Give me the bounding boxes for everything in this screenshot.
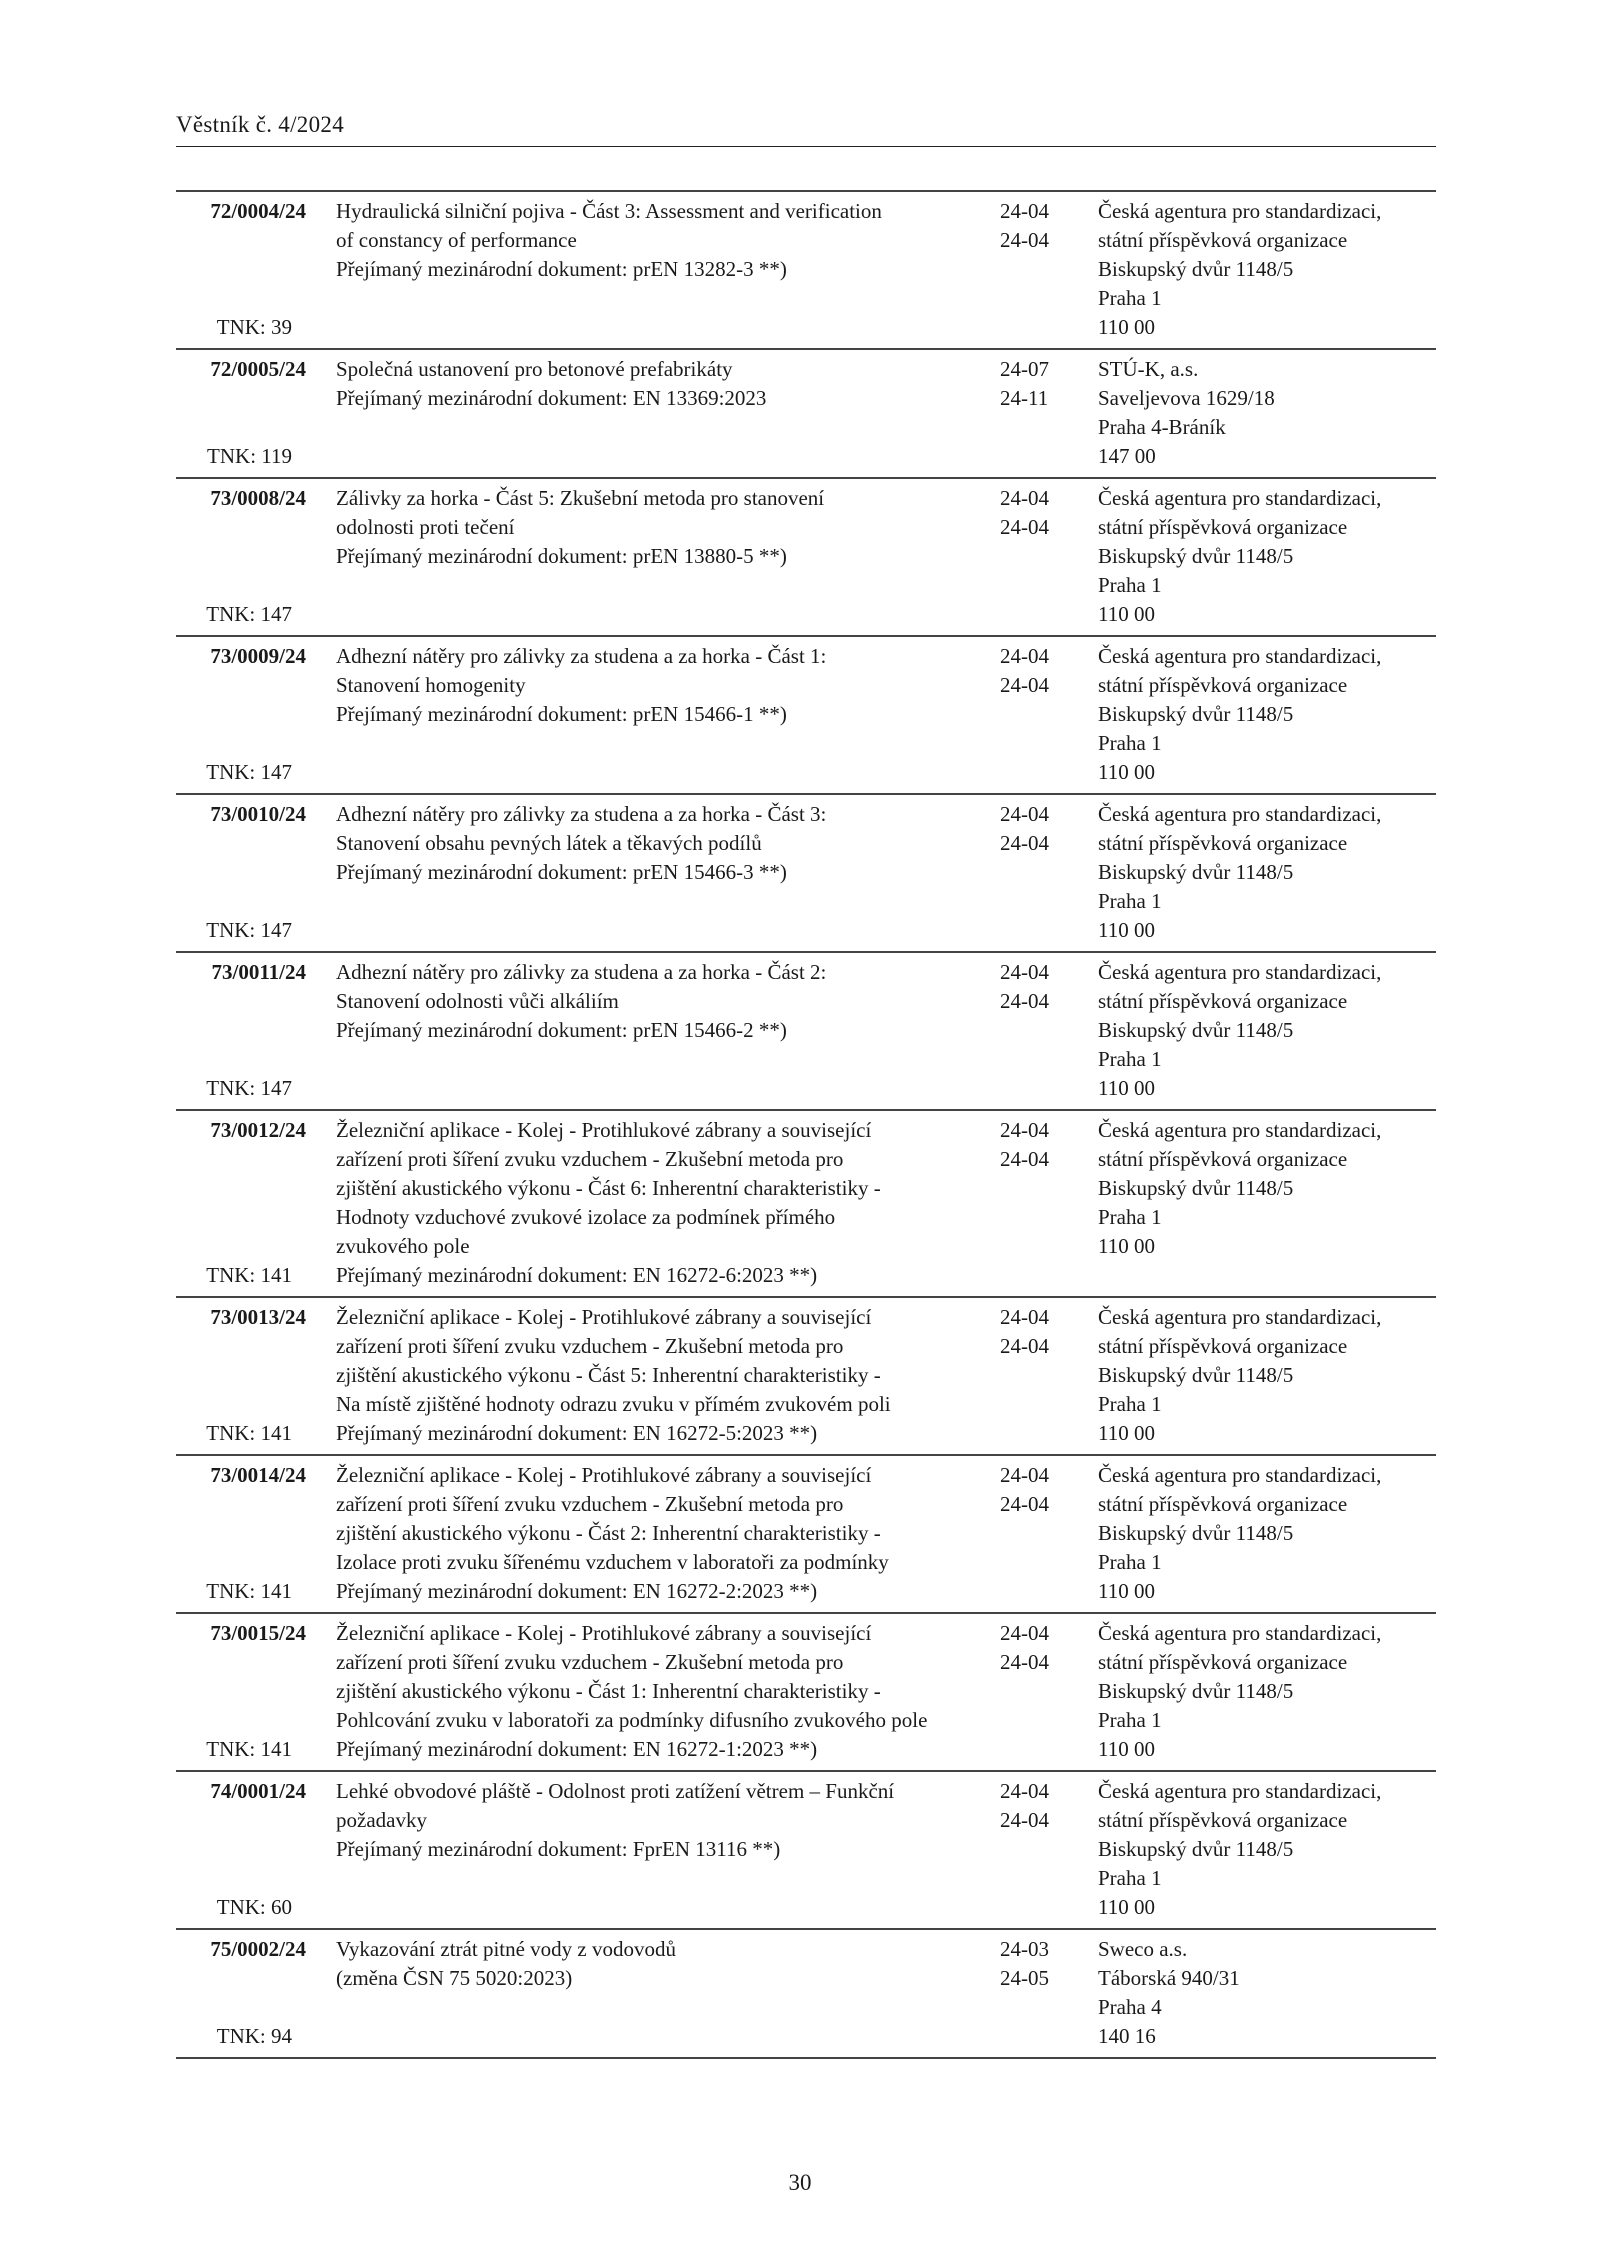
entry-organization-line: Saveljevova 1629/18 bbox=[1098, 386, 1275, 410]
entry-organization-line: Česká agentura pro standardizaci, bbox=[1098, 1118, 1382, 1142]
entry-organization-line: Praha 4 bbox=[1098, 1995, 1162, 2019]
entry-dates bbox=[1000, 1777, 1090, 1922]
entry-code-column bbox=[176, 958, 306, 1103]
entry-organization-line: Biskupský dvůr 1148/5 bbox=[1098, 860, 1294, 884]
entry-organization-line: 147 00 bbox=[1098, 444, 1156, 468]
entry-code-column bbox=[176, 642, 306, 787]
entry-title bbox=[336, 1777, 996, 1922]
entry-organization-line: Česká agentura pro standardizaci, bbox=[1098, 1621, 1382, 1645]
entry-title-line: Lehké obvodové pláště - Odolnost proti zatížení větrem – Funkční bbox=[336, 1779, 895, 1803]
entry-organization-line: státní příspěvková organizace bbox=[1098, 1492, 1348, 1516]
entry-organization bbox=[1098, 355, 1436, 471]
entry-organization-line: Česká agentura pro standardizaci, bbox=[1098, 1305, 1382, 1329]
entry-date: 24-04 bbox=[1000, 1808, 1049, 1832]
entry-title-line: Přejímaný mezinárodní dokument: prEN 13282-3 **) bbox=[336, 257, 787, 281]
entry-title-line: Adhezní nátěry pro zálivky za studena a za horka - Část 2: bbox=[336, 960, 827, 984]
entry-organization-line: Biskupský dvůr 1148/5 bbox=[1098, 1679, 1294, 1703]
entry-organization-line: Praha 1 bbox=[1098, 1708, 1162, 1732]
entry-organization-line: Biskupský dvůr 1148/5 bbox=[1098, 257, 1294, 281]
standard-entry bbox=[176, 1109, 1436, 1296]
entry-dates bbox=[1000, 1116, 1090, 1290]
standard-entry bbox=[176, 477, 1436, 635]
standard-entry bbox=[176, 635, 1436, 793]
entry-title-line: zjištění akustického výkonu - Část 6: Inherentní charakteristiky - bbox=[336, 1176, 881, 1200]
entry-organization-line: Praha 1 bbox=[1098, 286, 1162, 310]
standard-entry bbox=[176, 793, 1436, 951]
entry-organization-line: Česká agentura pro standardizaci, bbox=[1098, 486, 1382, 510]
entry-organization-line: státní příspěvková organizace bbox=[1098, 1808, 1348, 1832]
entry-date: 24-04 bbox=[1000, 1621, 1049, 1645]
entry-title bbox=[336, 197, 996, 342]
entry-tnk: TNK: 94 bbox=[216, 2024, 292, 2048]
entry-title-line: Hydraulická silniční pojiva - Část 3: Assessment and verification bbox=[336, 199, 882, 223]
entry-date: 24-04 bbox=[1000, 228, 1049, 252]
entry-code-column bbox=[176, 1619, 306, 1764]
entry-date: 24-04 bbox=[1000, 1334, 1049, 1358]
entry-organization-line: státní příspěvková organizace bbox=[1098, 515, 1348, 539]
entry-organization-line: 110 00 bbox=[1098, 315, 1155, 339]
entry-tnk: TNK: 141 bbox=[206, 1737, 292, 1761]
entry-date: 24-11 bbox=[1000, 386, 1049, 410]
entry-tnk: TNK: 147 bbox=[206, 1076, 292, 1100]
entry-date: 24-05 bbox=[1000, 1966, 1049, 1990]
entry-title-line: (změna ČSN 75 5020:2023) bbox=[336, 1966, 573, 1990]
entry-title-line: zařízení proti šíření zvuku vzduchem - Zkušební metoda pro bbox=[336, 1334, 844, 1358]
entry-title-line: Přejímaný mezinárodní dokument: EN 16272-2:2023 **) bbox=[336, 1579, 818, 1603]
entry-title bbox=[336, 1619, 996, 1764]
entry-dates bbox=[1000, 197, 1090, 342]
entry-tnk: TNK: 119 bbox=[207, 444, 292, 468]
entry-organization-line: státní příspěvková organizace bbox=[1098, 673, 1348, 697]
entry-dates bbox=[1000, 800, 1090, 945]
entry-title-line: odolnosti proti tečení bbox=[336, 515, 515, 539]
entry-organization-line: státní příspěvková organizace bbox=[1098, 228, 1348, 252]
entry-organization bbox=[1098, 197, 1436, 342]
entry-organization-line: Praha 1 bbox=[1098, 1866, 1162, 1890]
entry-title-line: požadavky bbox=[336, 1808, 427, 1832]
entry-title bbox=[336, 958, 996, 1103]
entry-dates bbox=[1000, 1935, 1090, 2051]
entry-code-column bbox=[176, 1935, 306, 2051]
entry-organization bbox=[1098, 1116, 1436, 1290]
entry-code: 72/0004/24 bbox=[210, 199, 306, 223]
entry-title-line: zjištění akustického výkonu - Část 1: Inherentní charakteristiky - bbox=[336, 1679, 881, 1703]
entry-organization-line: Biskupský dvůr 1148/5 bbox=[1098, 1018, 1294, 1042]
entry-title-line: Přejímaný mezinárodní dokument: FprEN 13116 **) bbox=[336, 1837, 781, 1861]
entry-title-line: Železniční aplikace - Kolej - Protihlukové zábrany a související bbox=[336, 1463, 872, 1487]
entry-organization bbox=[1098, 1777, 1436, 1922]
entry-tnk: TNK: 147 bbox=[206, 760, 292, 784]
entry-organization-line: 110 00 bbox=[1098, 1421, 1155, 1445]
page-header: Věstník č. 4/2024 bbox=[176, 112, 344, 137]
entry-title-line: Přejímaný mezinárodní dokument: prEN 15466-2 **) bbox=[336, 1018, 787, 1042]
entry-title bbox=[336, 642, 996, 787]
entry-title-line: Stanovení odolnosti vůči alkáliím bbox=[336, 989, 619, 1013]
entry-dates bbox=[1000, 1461, 1090, 1606]
entry-title-line: Adhezní nátěry pro zálivky za studena a za horka - Část 1: bbox=[336, 644, 827, 668]
entry-title-line: Společná ustanovení pro betonové prefabrikáty bbox=[336, 357, 733, 381]
entry-title-line: Železniční aplikace - Kolej - Protihlukové zábrany a související bbox=[336, 1621, 872, 1645]
entry-code-column bbox=[176, 1303, 306, 1448]
entry-organization bbox=[1098, 1935, 1436, 2051]
page-number: 30 bbox=[788, 2170, 812, 2195]
entry-organization-line: Biskupský dvůr 1148/5 bbox=[1098, 1837, 1294, 1861]
entry-title-line: Vykazování ztrát pitné vody z vodovodů bbox=[336, 1937, 676, 1961]
entry-organization-line: státní příspěvková organizace bbox=[1098, 1334, 1348, 1358]
entry-title-line: Přejímaný mezinárodní dokument: EN 16272-5:2023 **) bbox=[336, 1421, 818, 1445]
entry-title-line: Pohlcování zvuku v laboratoři za podmínky difusního zvukového pole bbox=[336, 1708, 928, 1732]
entry-organization-line: Praha 1 bbox=[1098, 1205, 1162, 1229]
entry-code: 73/0015/24 bbox=[210, 1621, 306, 1645]
entry-organization bbox=[1098, 1461, 1436, 1606]
standard-entry bbox=[176, 1296, 1436, 1454]
entry-organization bbox=[1098, 642, 1436, 787]
standard-entry bbox=[176, 190, 1436, 348]
entry-tnk: TNK: 141 bbox=[206, 1579, 292, 1603]
entry-organization-line: Biskupský dvůr 1148/5 bbox=[1098, 1521, 1294, 1545]
entry-organization-line: 110 00 bbox=[1098, 1234, 1155, 1258]
entry-date: 24-04 bbox=[1000, 199, 1049, 223]
entry-dates bbox=[1000, 1619, 1090, 1764]
entry-title bbox=[336, 1303, 996, 1448]
entry-date: 24-04 bbox=[1000, 1650, 1049, 1674]
entry-date: 24-04 bbox=[1000, 1305, 1049, 1329]
entry-organization-line: státní příspěvková organizace bbox=[1098, 831, 1348, 855]
entry-code: 72/0005/24 bbox=[210, 357, 306, 381]
entry-code-column bbox=[176, 1777, 306, 1922]
entry-date: 24-04 bbox=[1000, 1492, 1049, 1516]
entry-tnk: TNK: 39 bbox=[216, 315, 292, 339]
entry-date: 24-04 bbox=[1000, 673, 1049, 697]
entry-organization-line: 110 00 bbox=[1098, 760, 1155, 784]
entry-code-column bbox=[176, 197, 306, 342]
entry-title-line: Adhezní nátěry pro zálivky za studena a za horka - Část 3: bbox=[336, 802, 827, 826]
entry-title bbox=[336, 1461, 996, 1606]
entry-code: 73/0011/24 bbox=[211, 960, 306, 984]
entry-organization-line: Praha 1 bbox=[1098, 573, 1162, 597]
entry-organization-line: Česká agentura pro standardizaci, bbox=[1098, 644, 1382, 668]
standard-entry bbox=[176, 1928, 1436, 2059]
entry-date: 24-04 bbox=[1000, 1779, 1049, 1803]
entry-title bbox=[336, 1935, 996, 2051]
entry-dates bbox=[1000, 642, 1090, 787]
standard-entry bbox=[176, 951, 1436, 1109]
entry-organization-line: Česká agentura pro standardizaci, bbox=[1098, 960, 1382, 984]
entry-dates bbox=[1000, 484, 1090, 629]
entry-date: 24-04 bbox=[1000, 1463, 1049, 1487]
entry-organization-line: státní příspěvková organizace bbox=[1098, 1147, 1348, 1171]
entry-organization-line: 110 00 bbox=[1098, 1076, 1155, 1100]
entry-organization-line: Praha 1 bbox=[1098, 731, 1162, 755]
entry-title-line: zjištění akustického výkonu - Část 5: Inherentní charakteristiky - bbox=[336, 1363, 881, 1387]
entry-organization-line: Biskupský dvůr 1148/5 bbox=[1098, 1363, 1294, 1387]
entry-tnk: TNK: 147 bbox=[206, 918, 292, 942]
entry-organization bbox=[1098, 800, 1436, 945]
entry-title-line: Zálivky za horka - Část 5: Zkušební metoda pro stanovení bbox=[336, 486, 825, 510]
entry-title-line: zjištění akustického výkonu - Část 2: Inherentní charakteristiky - bbox=[336, 1521, 881, 1545]
entry-organization-line: 110 00 bbox=[1098, 918, 1155, 942]
entry-organization-line: Praha 1 bbox=[1098, 1392, 1162, 1416]
entry-title-line: Přejímaný mezinárodní dokument: prEN 13880-5 **) bbox=[336, 544, 787, 568]
entry-title-line: Izolace proti zvuku šířenému vzduchem v laboratoři za podmínky bbox=[336, 1550, 889, 1574]
entry-title-line: Přejímaný mezinárodní dokument: prEN 15466-1 **) bbox=[336, 702, 787, 726]
entry-organization-line: Biskupský dvůr 1148/5 bbox=[1098, 1176, 1294, 1200]
entry-date: 24-04 bbox=[1000, 486, 1049, 510]
entry-title-line: zvukového pole bbox=[336, 1234, 470, 1258]
entry-organization-line: Praha 1 bbox=[1098, 1550, 1162, 1574]
entry-organization-line: 110 00 bbox=[1098, 1895, 1155, 1919]
entry-organization bbox=[1098, 484, 1436, 629]
entry-organization-line: 110 00 bbox=[1098, 1737, 1155, 1761]
entry-code: 73/0010/24 bbox=[210, 802, 306, 826]
entry-organization-line: 140 16 bbox=[1098, 2024, 1156, 2048]
entry-title-line: Hodnoty vzduchové zvukové izolace za podmínek přímého bbox=[336, 1205, 836, 1229]
entry-title-line: zařízení proti šíření zvuku vzduchem - Zkušební metoda pro bbox=[336, 1147, 844, 1171]
entry-title-line: of constancy of performance bbox=[336, 228, 577, 252]
entry-dates bbox=[1000, 1303, 1090, 1448]
standards-list bbox=[176, 190, 1436, 2059]
entry-organization-line: Česká agentura pro standardizaci, bbox=[1098, 802, 1382, 826]
entry-code: 73/0008/24 bbox=[210, 486, 306, 510]
entry-title-line: Přejímaný mezinárodní dokument: EN 16272-1:2023 **) bbox=[336, 1737, 818, 1761]
entry-title-line: Přejímaný mezinárodní dokument: prEN 15466-3 **) bbox=[336, 860, 787, 884]
entry-date: 24-04 bbox=[1000, 1118, 1049, 1142]
entry-organization bbox=[1098, 1303, 1436, 1448]
entry-date: 24-07 bbox=[1000, 357, 1049, 381]
entry-organization-line: Sweco a.s. bbox=[1098, 1937, 1188, 1961]
entry-organization-line: Česká agentura pro standardizaci, bbox=[1098, 199, 1382, 223]
entry-dates bbox=[1000, 355, 1090, 471]
entry-title-line: Železniční aplikace - Kolej - Protihlukové zábrany a související bbox=[336, 1305, 872, 1329]
entry-title bbox=[336, 1116, 996, 1290]
entry-date: 24-04 bbox=[1000, 1147, 1049, 1171]
entry-code-column bbox=[176, 484, 306, 629]
standard-entry bbox=[176, 348, 1436, 477]
standard-entry bbox=[176, 1770, 1436, 1928]
entry-organization-line: Česká agentura pro standardizaci, bbox=[1098, 1779, 1382, 1803]
entry-tnk: TNK: 141 bbox=[206, 1421, 292, 1445]
entry-tnk: TNK: 60 bbox=[216, 1895, 292, 1919]
entry-title-line: Přejímaný mezinárodní dokument: EN 16272-6:2023 **) bbox=[336, 1263, 818, 1287]
entry-code: 73/0009/24 bbox=[210, 644, 306, 668]
entry-date: 24-04 bbox=[1000, 831, 1049, 855]
entry-title-line: Stanovení homogenity bbox=[336, 673, 526, 697]
entry-code-column bbox=[176, 1116, 306, 1290]
entry-tnk: TNK: 147 bbox=[206, 602, 292, 626]
entry-title bbox=[336, 484, 996, 629]
entry-organization-line: Biskupský dvůr 1148/5 bbox=[1098, 544, 1294, 568]
entry-organization-line: 110 00 bbox=[1098, 602, 1155, 626]
entry-organization-line: Praha 1 bbox=[1098, 889, 1162, 913]
header-divider bbox=[176, 146, 1436, 147]
entry-date: 24-04 bbox=[1000, 802, 1049, 826]
entry-title bbox=[336, 355, 996, 471]
entry-organization-line: státní příspěvková organizace bbox=[1098, 1650, 1348, 1674]
entry-organization-line: STÚ-K, a.s. bbox=[1098, 357, 1199, 381]
standard-entry bbox=[176, 1612, 1436, 1770]
entry-date: 24-03 bbox=[1000, 1937, 1049, 1961]
entry-title-line: zařízení proti šíření zvuku vzduchem - Zkušební metoda pro bbox=[336, 1492, 844, 1516]
entry-date: 24-04 bbox=[1000, 989, 1049, 1013]
entry-organization-line: Praha 1 bbox=[1098, 1047, 1162, 1071]
entry-code-column bbox=[176, 1461, 306, 1606]
entry-tnk: TNK: 141 bbox=[206, 1263, 292, 1287]
entry-date: 24-04 bbox=[1000, 515, 1049, 539]
entry-code-column bbox=[176, 355, 306, 471]
entry-code: 73/0013/24 bbox=[210, 1305, 306, 1329]
entry-organization bbox=[1098, 958, 1436, 1103]
entry-date: 24-04 bbox=[1000, 960, 1049, 984]
entry-title-line: Na místě zjištěné hodnoty odrazu zvuku v přímém zvukovém poli bbox=[336, 1392, 891, 1416]
entry-title bbox=[336, 800, 996, 945]
entry-title-line: zařízení proti šíření zvuku vzduchem - Zkušební metoda pro bbox=[336, 1650, 844, 1674]
entry-organization-line: státní příspěvková organizace bbox=[1098, 989, 1348, 1013]
entry-title-line: Přejímaný mezinárodní dokument: EN 13369:2023 bbox=[336, 386, 767, 410]
entry-title-line: Železniční aplikace - Kolej - Protihlukové zábrany a související bbox=[336, 1118, 872, 1142]
entry-organization-line: Česká agentura pro standardizaci, bbox=[1098, 1463, 1382, 1487]
entry-title-line: Stanovení obsahu pevných látek a těkavých podílů bbox=[336, 831, 762, 855]
entry-organization-line: 110 00 bbox=[1098, 1579, 1155, 1603]
entry-organization-line: Praha 4-Bráník bbox=[1098, 415, 1226, 439]
entry-code: 75/0002/24 bbox=[210, 1937, 306, 1961]
entry-organization-line: Táborská 940/31 bbox=[1098, 1966, 1240, 1990]
standard-entry bbox=[176, 1454, 1436, 1612]
entry-dates bbox=[1000, 958, 1090, 1103]
entry-code: 73/0012/24 bbox=[210, 1118, 306, 1142]
entry-date: 24-04 bbox=[1000, 644, 1049, 668]
entry-code: 74/0001/24 bbox=[210, 1779, 306, 1803]
entry-organization bbox=[1098, 1619, 1436, 1764]
entry-code-column bbox=[176, 800, 306, 945]
entry-code: 73/0014/24 bbox=[210, 1463, 306, 1487]
entry-organization-line: Biskupský dvůr 1148/5 bbox=[1098, 702, 1294, 726]
